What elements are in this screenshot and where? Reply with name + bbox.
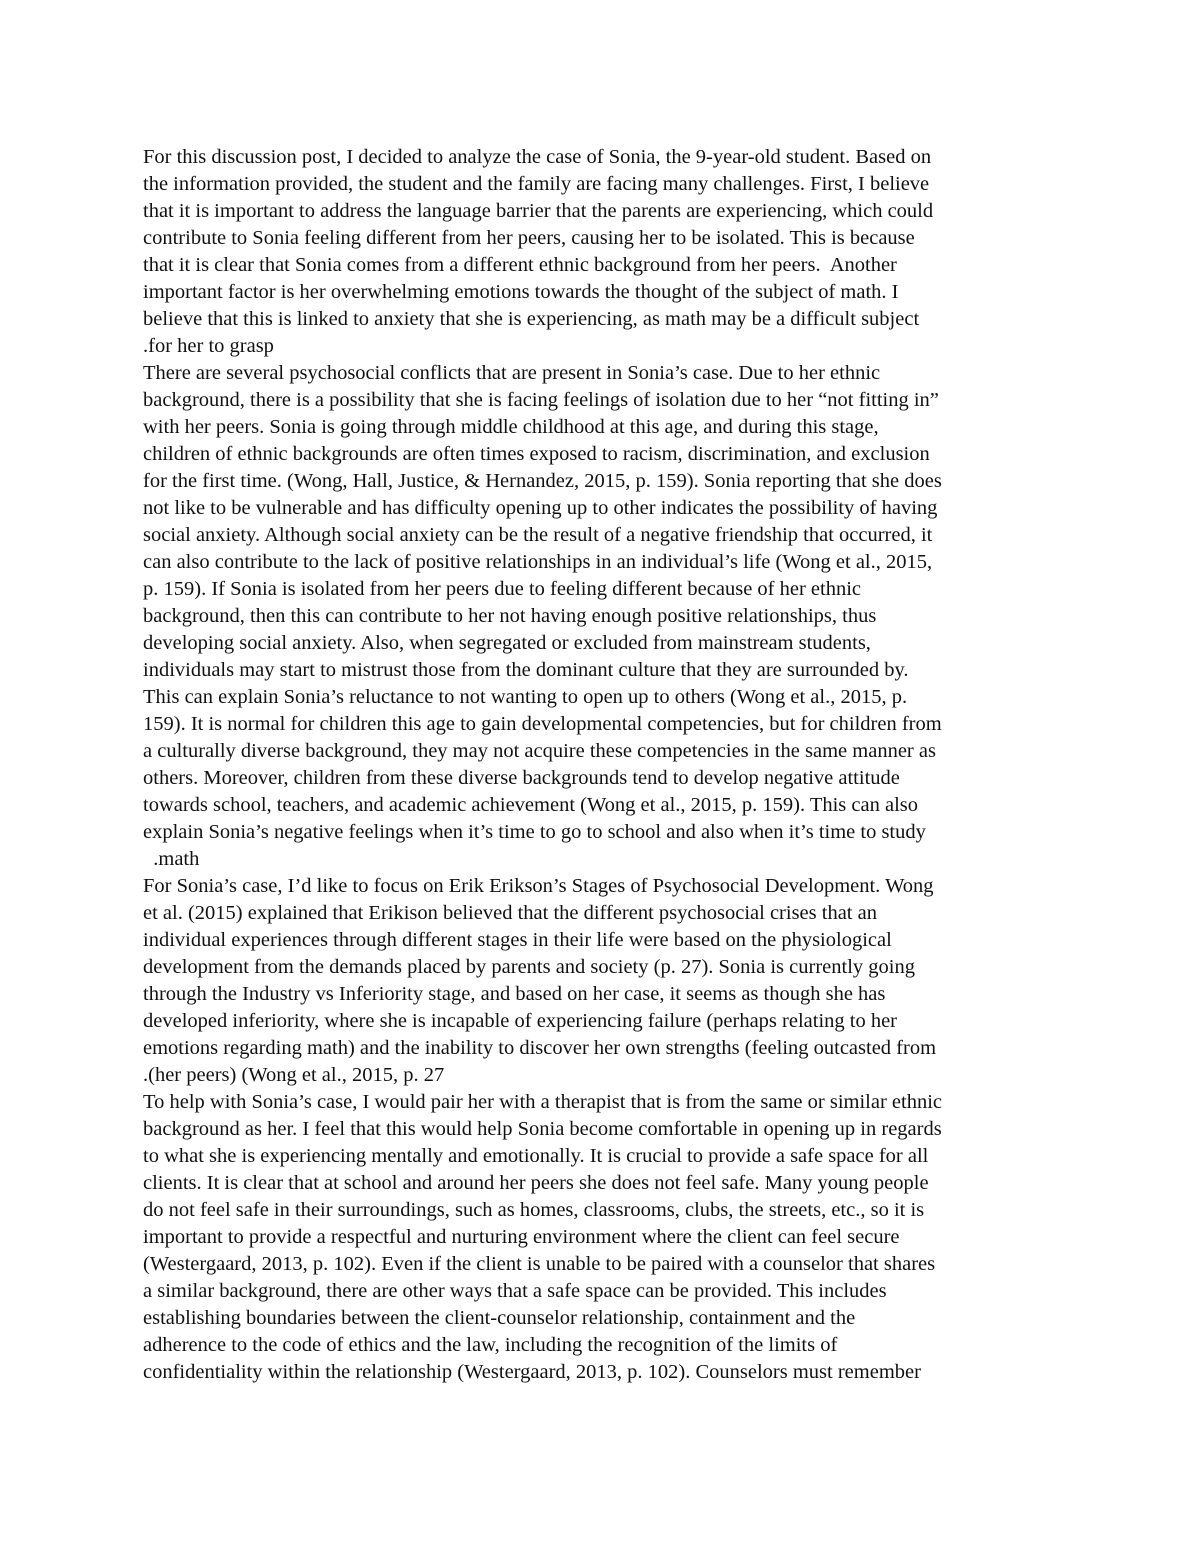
text-line: This can explain Sonia’s reluctance to not wanting to open up to others (Wong et al., 2015, p.	[143, 686, 908, 708]
document-body	[143, 144, 1063, 1386]
text-line: children of ethnic backgrounds are often times exposed to racism, discrimination, and exclusion	[143, 443, 930, 465]
text-line: et al. (2015) explained that Erikison believed that the different psychosocial crises that an	[143, 902, 877, 924]
text-line: explain Sonia’s negative feelings when it’s time to go to school and also when it’s time to study	[143, 821, 926, 843]
text-line: important factor is her overwhelming emotions towards the thought of the subject of math. I	[143, 281, 899, 303]
text-line: important to provide a respectful and nurturing environment where the client can feel secure	[143, 1226, 900, 1248]
text-line: with her peers. Sonia is going through middle childhood at this age, and during this stage,	[143, 416, 879, 438]
text-line: that it is clear that Sonia comes from a different ethnic background from her peers. Another	[143, 254, 897, 276]
text-line: do not feel safe in their surroundings, such as homes, classrooms, clubs, the streets, etc., so it is	[143, 1199, 925, 1221]
text-line: There are several psychosocial conflicts that are present in Sonia’s case. Due to her ethnic	[143, 362, 881, 384]
text-line: that it is important to address the language barrier that the parents are experiencing, which could	[143, 200, 934, 222]
text-line: to what she is experiencing mentally and emotionally. It is crucial to provide a safe space for all	[143, 1145, 929, 1167]
text-line: the information provided, the student and the family are facing many challenges. First, I believe	[143, 173, 930, 195]
text-line: emotions regarding math) and the inability to discover her own strengths (feeling outcasted from	[143, 1037, 937, 1059]
text-line: For Sonia’s case, I’d like to focus on Erik Erikson’s Stages of Psychosocial Development. Wong	[143, 875, 934, 897]
text-line: contribute to Sonia feeling different from her peers, causing her to be isolated. This is because	[143, 227, 915, 249]
text-line: adherence to the code of ethics and the law, including the recognition of the limits of	[143, 1334, 838, 1356]
text-line: development from the demands placed by parents and society (p. 27). Sonia is currently going	[143, 956, 915, 978]
text-line: (Westergaard, 2013, p. 102). Even if the client is unable to be paired with a counselor that shares	[143, 1253, 936, 1275]
text-line: .math	[143, 848, 200, 870]
text-line: background, there is a possibility that she is facing feelings of isolation due to her “not fitting in”	[143, 389, 939, 411]
text-line: background as her. I feel that this would help Sonia become comfortable in opening up in regards	[143, 1118, 942, 1140]
text-line: clients. It is clear that at school and around her peers she does not feel safe. Many young people	[143, 1172, 929, 1194]
text-line: To help with Sonia’s case, I would pair her with a therapist that is from the same or similar ethnic	[143, 1091, 943, 1113]
text-line: confidentiality within the relationship (Westergaard, 2013, p. 102). Counselors must remember	[143, 1361, 921, 1383]
text-line: through the Industry vs Inferiority stage, and based on her case, it seems as though she has	[143, 983, 886, 1005]
text-line: social anxiety. Although social anxiety can be the result of a negative friendship that occurred, it	[143, 524, 933, 546]
text-line: p. 159). If Sonia is isolated from her peers due to feeling different because of her ethnic	[143, 578, 862, 600]
text-line: 159). It is normal for children this age to gain developmental competencies, but for children from	[143, 713, 942, 735]
text-line: a similar background, there are other ways that a safe space can be provided. This includes	[143, 1280, 887, 1302]
text-line: believe that this is linked to anxiety that she is experiencing, as math may be a difficult subject	[143, 308, 920, 330]
text-line: towards school, teachers, and academic achievement (Wong et al., 2015, p. 159). This can also	[143, 794, 919, 816]
text-line: For this discussion post, I decided to analyze the case of Sonia, the 9-year-old student. Based on	[143, 146, 932, 168]
text-line: developed inferiority, where she is incapable of experiencing failure (perhaps relating to her	[143, 1010, 898, 1032]
text-line: not like to be vulnerable and has difficulty opening up to other indicates the possibility of having	[143, 497, 938, 519]
text-line: establishing boundaries between the client-counselor relationship, containment and the	[143, 1307, 856, 1329]
text-line: others. Moreover, children from these diverse backgrounds tend to develop negative attitude	[143, 767, 900, 789]
text-line: for the first time. (Wong, Hall, Justice, & Hernandez, 2015, p. 159). Sonia reporting that she does	[143, 470, 942, 492]
text-line: individual experiences through different stages in their life were based on the physiological	[143, 929, 892, 951]
text-line: individuals may start to mistrust those from the dominant culture that they are surrounded by.	[143, 659, 909, 681]
text-line: a culturally diverse background, they may not acquire these competencies in the same manner as	[143, 740, 936, 762]
text-line: background, then this can contribute to her not having enough positive relationships, thus	[143, 605, 877, 627]
text-line: .for her to grasp	[143, 335, 274, 357]
text-line: developing social anxiety. Also, when segregated or excluded from mainstream students,	[143, 632, 871, 654]
text-line: .(her peers) (Wong et al., 2015, p. 27	[143, 1064, 445, 1086]
text-line: can also contribute to the lack of positive relationships in an individual’s life (Wong et al., 2015,	[143, 551, 933, 573]
